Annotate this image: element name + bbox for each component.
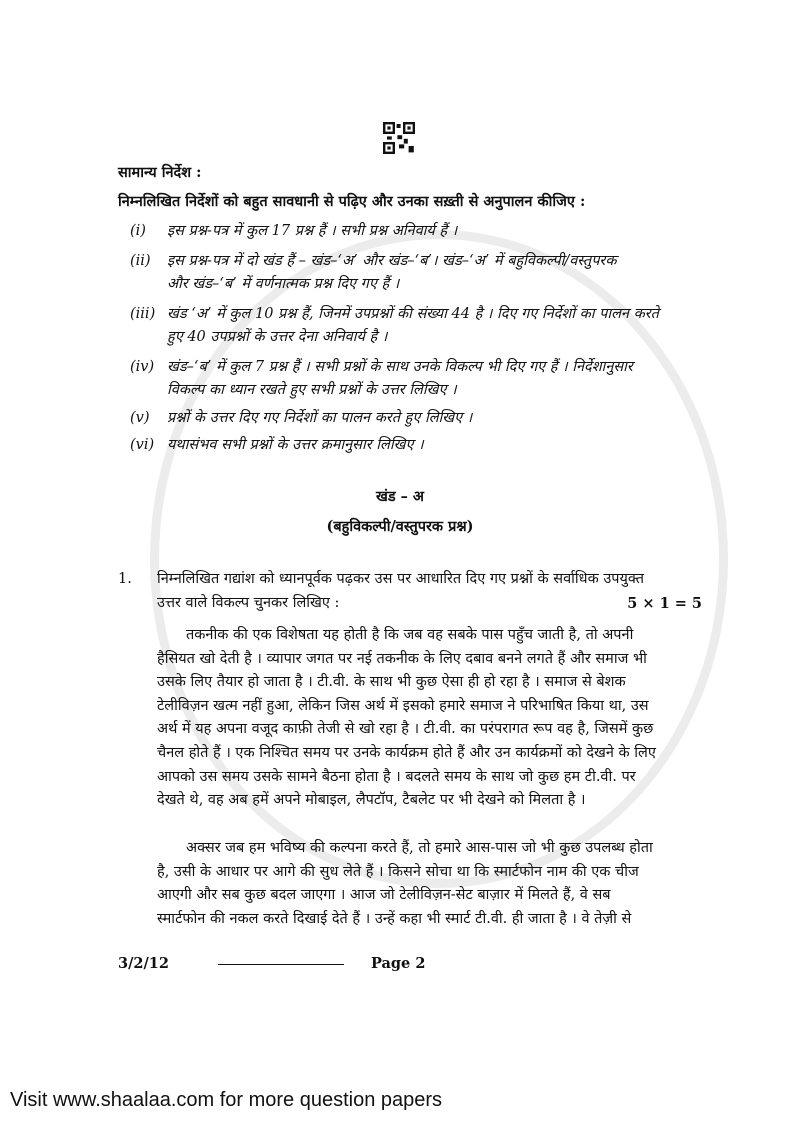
promo-banner: Visit www.shaalaa.com for more question papers — [10, 1089, 443, 1111]
paper-code: 3/2/12 — [118, 955, 169, 972]
passage-line: हैसियत खो देती है । व्यापार जगत पर नई तकनीक के लिए दबाव बनने लगते हैं और समाज भी — [157, 650, 647, 667]
instructions-intro: निम्नलिखित निर्देशों को बहुत सावधानी से पढ़िए और उनका सख़्ती से अनुपालन कीजिए : — [118, 193, 586, 210]
item-number: (v) — [130, 410, 150, 426]
instruction-line: इस प्रश्न-पत्र में दो खंड हैं – खंड–‘अ’ और खंड–‘ब’। खंड–‘अ’ में बहुविकल्पी/वस्तुपरक — [167, 253, 617, 269]
passage-line: तकनीक की एक विशेषता यह होती है कि जब वह सबके पास पहुँच जाती है, तो अपनी — [186, 627, 634, 643]
instruction-line: यथासंभव सभी प्रश्नों के उत्तर क्रमानुसार लिखिए । — [167, 437, 424, 453]
passage-line: आएगी और सब कुछ बदल जाएगा । आज जो टेलीविज़न-सेट बाज़ार में मिलते हैं, वे सब — [157, 887, 611, 904]
question-text: उत्तर वाले विकल्प चुनकर लिखिए : — [157, 595, 340, 611]
section-title: खंड – अ — [375, 488, 425, 505]
question-number: 1. — [118, 571, 132, 587]
passage-line: चैनल होते हैं । एक निश्चित समय पर उनके कार्यक्रम होते हैं और उन कार्यक्रमों को देखने के लिए — [157, 745, 656, 761]
instruction-line: प्रश्नों के उत्तर दिए गए निर्देशों का पालन करते हुए लिखिए । — [167, 410, 473, 426]
item-number: (i) — [130, 223, 146, 239]
passage-line: है, उसी के आधार पर आगे की सुध लेते हैं । किसने सोचा था कि स्मार्टफोन नाम की एक चीज — [157, 863, 639, 880]
item-number: (ii) — [130, 253, 151, 269]
instruction-line: हुए 40 उपप्रश्नों के उत्तर देना अनिवार्य है । — [167, 329, 388, 345]
passage-line: उसके लिए तैयार हो जाता है । टी.वी. के साथ भी कुछ ऐसा ही हो रहा है । समाज से बेशक — [157, 674, 626, 691]
item-number: (vi) — [130, 437, 155, 453]
instruction-line: खंड–‘ब’ में कुल 7 प्रश्न हैं । सभी प्रश्नों के साथ उनके विकल्प भी दिए गए हैं । निर्देशानुसार — [167, 359, 633, 375]
instructions-heading: सामान्य निर्देश : — [118, 164, 202, 181]
page-number: Page 2 — [371, 955, 426, 972]
question-marks: 5 × 1 = 5 — [627, 595, 702, 612]
instruction-line: और खंड–‘ब’ में वर्णनात्मक प्रश्न दिए गए हैं । — [167, 276, 400, 292]
instruction-line: खंड ‘अ’ में कुल 10 प्रश्न हैं, जिनमें उपप्रश्नों की संख्या 44 है । दिए गए निर्देशों का पालन करते — [167, 306, 659, 322]
passage-line: अर्थ में यह अपना वजूद काफ़ी तेजी से खो रहा है । टी.वी. का परंपरागत रूप वह है, जिसमें कुछ — [157, 721, 654, 738]
item-number: (iv) — [130, 359, 155, 375]
passage-line: आपको उस समय उसके सामने बैठना होता है । बदलते समय के साथ जो कुछ हम टी.वी. पर — [157, 768, 636, 785]
question-text: निम्नलिखित गद्यांश को ध्यानपूर्वक पढ़कर उस पर आधारित दिए गए प्रश्नों के सर्वाधिक उपयुक्त — [157, 571, 644, 587]
passage-line: देखते थे, वह अब हमें अपने मोबाइल, लैपटॉप, टैबलेट पर भी देखने को मिलता है । — [157, 792, 586, 809]
instruction-line: इस प्रश्न-पत्र में कुल 17 प्रश्न हैं । सभी प्रश्न अनिवार्य हैं । — [167, 223, 458, 239]
passage-line: स्मार्टफोन की नकल करते दिखाई देते हैं । उन्हें कहा भी स्मार्ट टी.वी. ही जाता है । वे तेज़ी से — [157, 910, 632, 927]
instruction-line: विकल्प का ध्यान रखते हुए सभी प्रश्नों के उत्तर लिखिए । — [167, 382, 457, 398]
passage-line: टेलीविज़न खत्म नहीं हुआ, लेकिन जिस अर्थ में इसको हमारे समाज ने परिभाषित किया था, उस — [157, 697, 649, 714]
item-number: (iii) — [130, 306, 156, 322]
qr-code-icon — [383, 122, 415, 154]
passage-line: अक्सर जब हम भविष्य की कल्पना करते हैं, तो हमारे आस-पास जो भी कुछ उपलब्ध होता — [186, 840, 653, 856]
footer-rule — [218, 964, 344, 965]
section-subtitle: (बहुविकल्पी/वस्तुपरक प्रश्न) — [326, 518, 474, 535]
